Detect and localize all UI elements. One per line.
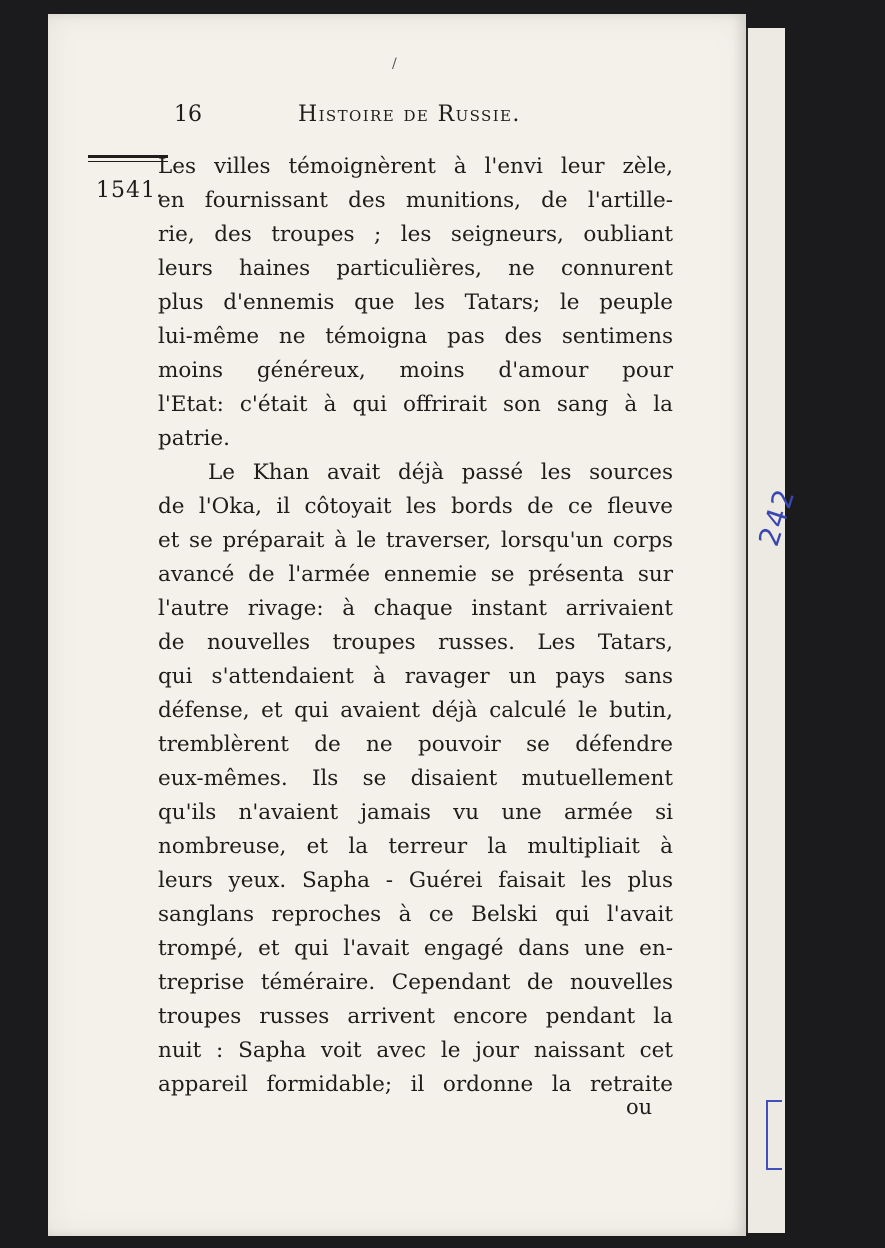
next-page-edge [746, 28, 785, 1233]
paragraph-2 [158, 456, 673, 1102]
running-title: Histoire de Russie. [298, 102, 521, 127]
text-line: trompé, et qui l'avait engagé dans une en- [158, 936, 673, 961]
ink-bracket-mark [766, 1100, 782, 1170]
text-line: plus d'ennemis que les Tatars; le peuple [158, 290, 673, 315]
body-text [158, 150, 673, 1102]
text-line: nombreuse, et la terreur la multipliait à [158, 834, 673, 859]
catchword: ou [626, 1095, 653, 1119]
stray-pen-mark: / [392, 56, 397, 72]
running-header [0, 102, 783, 136]
margin-rule [88, 155, 168, 158]
text-line: qu'ils n'avaient jamais vu une armée si [158, 800, 673, 825]
text-line: et se préparait à le traverser, lorsqu'un corps [158, 528, 673, 553]
text-line: en fournissant des munitions, de l'artille- [158, 188, 673, 213]
text-line: eux-mêmes. Ils se disaient mutuellement [158, 766, 673, 791]
text-line: de l'Oka, il côtoyait les bords de ce fleuve [158, 494, 673, 519]
text-line: qui s'attendaient à ravager un pays sans [158, 664, 673, 689]
text-line: l'Etat: c'était à qui offrirait son sang à la [158, 392, 673, 417]
handwritten-annotation: 242 [752, 483, 802, 551]
text-line: Les villes témoignèrent à l'envi leur zèle, [158, 154, 673, 179]
paragraph-1 [158, 150, 673, 456]
text-line: sanglans reproches à ce Belski qui l'avait [158, 902, 673, 927]
text-line: nuit : Sapha voit avec le jour naissant cet [158, 1038, 673, 1063]
text-line: Le Khan avait déjà passé les sources [208, 460, 673, 485]
text-line: de nouvelles troupes russes. Les Tatars, [158, 630, 673, 655]
margin-year: 1541. [96, 178, 164, 203]
text-line: tremblèrent de ne pouvoir se défendre [158, 732, 673, 757]
margin-rule-thin [88, 161, 168, 162]
text-line: troupes russes arrivent encore pendant la [158, 1004, 673, 1029]
text-line: avancé de l'armée ennemie se présenta sur [158, 562, 673, 587]
text-line: lui-même ne témoigna pas des sentimens [158, 324, 673, 349]
text-line: leurs yeux. Sapha - Guérei faisait les plus [158, 868, 673, 893]
text-line: l'autre rivage: à chaque instant arrivaient [158, 596, 673, 621]
text-line: appareil formidable; il ordonne la retraite [158, 1072, 673, 1097]
text-line: treprise téméraire. Cependant de nouvelles [158, 970, 673, 995]
text-line: leurs haines particulières, ne connurent [158, 256, 673, 281]
text-line: patrie. [158, 426, 230, 451]
page-number: 16 [174, 102, 202, 127]
text-line: défense, et qui avaient déjà calculé le butin, [158, 698, 673, 723]
text-line: moins généreux, moins d'amour pour [158, 358, 673, 383]
text-line: rie, des troupes ; les seigneurs, oubliant [158, 222, 673, 247]
